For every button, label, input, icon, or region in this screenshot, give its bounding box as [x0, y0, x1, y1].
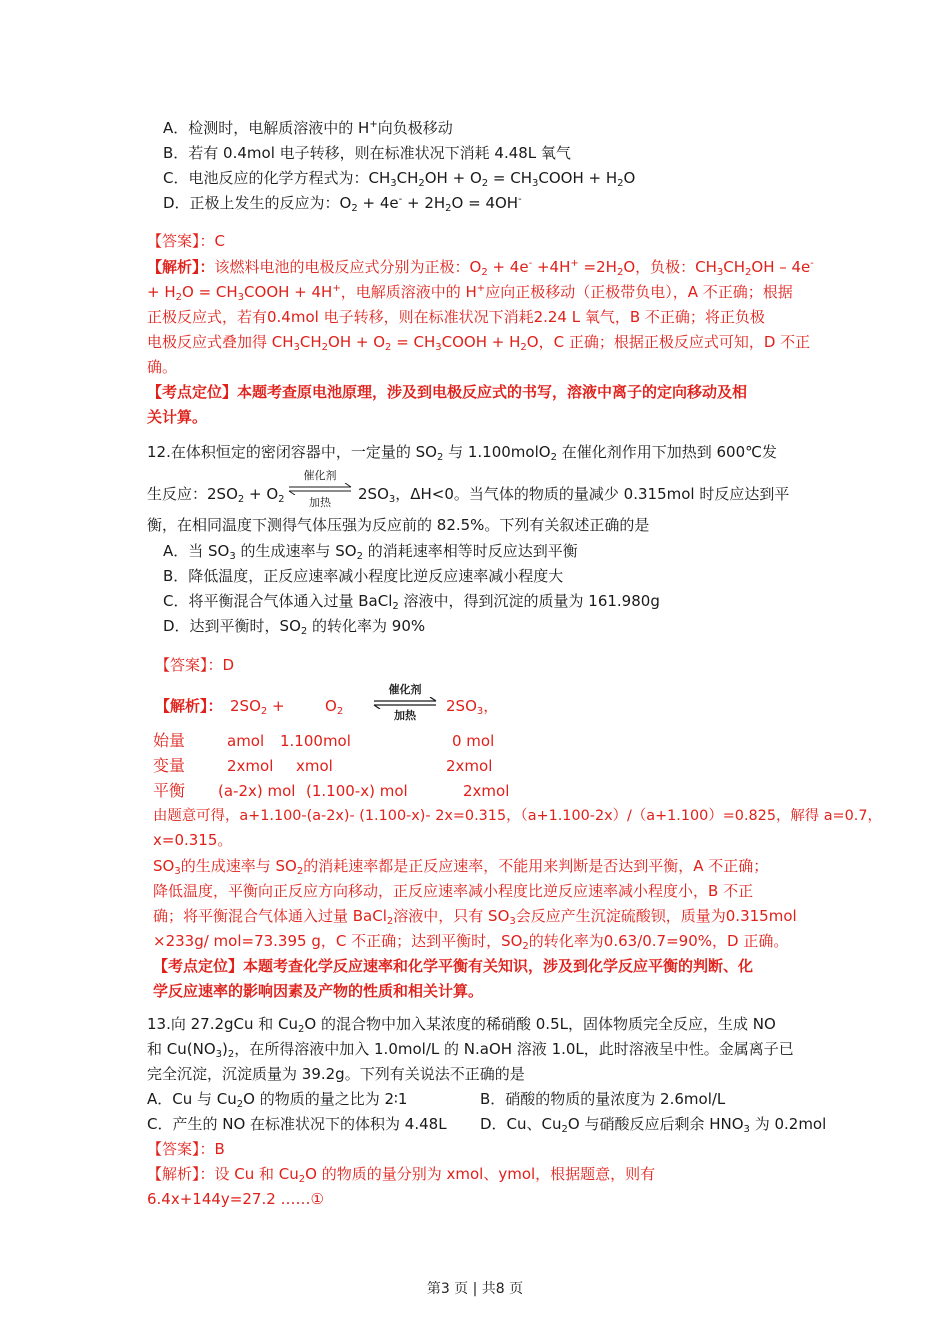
q12-kaodian-line2: 学反应速率的影响因素及产物的性质和相关计算。 — [153, 982, 484, 1000]
q12-answer: 【答案】：D — [155, 656, 235, 674]
q11-kaodian-line1: 【考点定位】本题考查原电池原理，涉及到电极反应式的书写，溶液中离子的定向移动及相 — [147, 383, 748, 401]
q11-explanation-line1: 【解析】：该燃料电池的电极反应式分别为正极：$O_2 + 4e^- +4H^+ =2H_2O$，负极：$CH_3CH_2OH - 4e^-$ — [147, 258, 814, 278]
q11-option-b: B．若有 0.4mol 电子转移，则在标准状况下消耗 4.48L 氧气 — [163, 144, 571, 162]
q12-arrow-catalyst-label: 催化剂 — [303, 469, 337, 482]
q12-arrow-heat-label: 加热 — [309, 496, 331, 509]
q12-option-c: C．将平衡混合气体通入过量 BaCl$_2$ 溶液中，得到沉淀的质量为 161.980g — [163, 592, 660, 612]
q13-option-b: B．硝酸的物质的量浓度为 2.6mol/L — [480, 1090, 726, 1108]
q12-exp-arrow-heat-label: 加热 — [394, 709, 416, 722]
row-start-so3: 0 mol — [452, 732, 495, 750]
row-change-so3: 2xmol — [446, 757, 493, 775]
q12-explanation-line3: $SO_3$的生成速率与 $SO_2$的消耗速率都是正反应速率，不能用来判断是否达到平衡，A 不正确； — [153, 857, 769, 877]
row-equilibrium-so2: (a-2x) mol — [218, 782, 296, 800]
equilibrium-arrow-icon — [372, 697, 438, 709]
q12-option-d: D．达到平衡时，$SO_2$ 的转化率为 90% — [163, 617, 426, 637]
row-change-so2: 2xmol — [227, 757, 274, 775]
q12-exp-reversible-arrow — [372, 684, 438, 724]
q12-explanation-line2: x=0.315。 — [153, 831, 233, 849]
q12-explanation-line6: ×233g/ mol=73.395 g，C 不正确；达到平衡时，$SO_2$的转化率为0.63/0.7=90%，D 正确。 — [153, 932, 789, 952]
q11-kaodian-line2: 关计算。 — [147, 408, 208, 426]
q12-exp-eq-o2: $O_2$ — [325, 697, 344, 717]
row-start-o2: 1.100mol — [280, 732, 351, 750]
q13-stem-line1: 13.向 27.2gCu 和 $Cu_2O$ 的混合物中加入某浓度的稀硝酸 0.5L，固体物质完全反应，生成 NO — [147, 1015, 776, 1035]
q11-explanation-line3: 正极反应式，若有0.4mol 电子转移，则在标准状况下消耗2.24 L 氧气，B 不正确；将正负极 — [147, 308, 765, 326]
q11-option-a: A．检测时，电解质溶液中的 H+向负极移动 — [163, 119, 453, 137]
q12-kaodian-line1: 【考点定位】本题考查化学反应速率和化学平衡有关知识，涉及到化学反应平衡的判断、化 — [153, 957, 754, 975]
q12-stem-line2a: 生反应：$2SO_2 + O_2$ — [147, 485, 285, 505]
page-footer: 第3 页 | 共8 页 — [426, 1281, 524, 1297]
q13-explanation-line2: 6.4x+144y=27.2 ……① — [147, 1190, 324, 1208]
q11-explanation-line5: 确。 — [147, 358, 178, 376]
q13-option-a: A．Cu 与 $Cu_2O$ 的物质的量之比为 2∶1 — [147, 1090, 408, 1110]
q12-explanation-line5: 确；将平衡混合气体通入过量 BaCl$_2$溶液中，只有 $SO_3$会反应产生沉淀硫酸钡，质量为0.315mol — [153, 907, 797, 927]
q13-stem-line3: 完全沉淀，沉淀质量为 39.2g。下列有关说法不正确的是 — [147, 1065, 525, 1083]
q12-reversible-arrow — [287, 470, 353, 510]
q12-stem-line3: 衡，在相同温度下测得气体压强为反应前的 82.5%。下列有关叙述正确的是 — [147, 516, 650, 534]
q13-explanation-line1: 【解析】：设 Cu 和 $Cu_2O$ 的物质的量分别为 xmol、ymol，根据题意，则有 — [147, 1165, 656, 1185]
row-start-label: 始量 — [153, 731, 186, 750]
q13-stem-line2: 和 $Cu(NO_3)_2$，在所得溶液中加入 1.0mol/L 的 N.aOH 溶液 1.0L，此时溶液呈中性。金属离子已 — [147, 1040, 794, 1060]
q12-exp-eq-left: $2SO_2$ + — [230, 697, 285, 717]
row-equilibrium-label: 平衡 — [153, 781, 186, 800]
q12-stem-line1: 12.在体积恒定的密闭容器中，一定量的 $SO_2$ 与 1.100molO$_2$ 在催化剂作用下加热到 600℃发 — [147, 443, 777, 463]
row-change-o2: xmol — [296, 757, 333, 775]
q13-option-d: D．Cu、$Cu_2O$ 与硝酸反应后剩余 $HNO_3$ 为 0.2mol — [480, 1115, 827, 1135]
q11-option-c: C．电池反应的化学方程式为：$CH_3CH_2OH + O_2$ = $CH_3COOH + H_2O$ — [163, 169, 636, 189]
row-change-label: 变量 — [153, 756, 186, 775]
q12-explanation-line1: 由题意可得，a+1.100-(a-2x)- (1.100-x)- 2x=0.315，（a+1.100-2x）/（a+1.100）=0.825，解得 a=0.7， — [153, 808, 882, 824]
equilibrium-arrow-icon — [287, 483, 353, 495]
q11-explanation-line2: + $H_2O$ = $CH_3COOH + 4H^+$，电解质溶液中的 H+应向正极移动（正极带负电），A 不正确；根据 — [147, 283, 793, 303]
q12-exp-eq-right: $2SO_3$， — [446, 697, 499, 717]
q12-option-a: A．当 $SO_3$ 的生成速率与 $SO_2$ 的消耗速率相等时反应达到平衡 — [163, 542, 578, 562]
q13-answer: 【答案】：B — [147, 1140, 225, 1158]
row-equilibrium-o2: (1.100-x) mol — [306, 782, 408, 800]
row-equilibrium-so3: 2xmol — [463, 782, 510, 800]
q12-explanation-head: 【解析】： — [155, 697, 223, 715]
q11-explanation-line4: 电极反应式叠加得 $CH_3CH_2OH + O_2$ = $CH_3COOH + H_2O$，C 正确；根据正极反应式可知，D 不正 — [147, 333, 811, 353]
q11-answer: 【答案】：C — [147, 232, 225, 250]
q12-stem-line2b: $2SO_3$，ΔH<0。当气体的物质的量减少 0.315mol 时反应达到平 — [358, 485, 790, 505]
q13-option-c: C．产生的 NO 在标准状况下的体积为 4.48L — [147, 1115, 447, 1133]
row-start-so2: amol — [227, 732, 265, 750]
q12-explanation-line4: 降低温度，平衡向正反应方向移动，正反应速率减小程度比逆反应速率减小程度小，B 不正 — [153, 882, 754, 900]
q12-exp-arrow-catalyst-label: 催化剂 — [388, 683, 422, 696]
q11-option-d: D．正极上发生的反应为：$O_2 + 4e^- + 2H_2O = 4OH^-$ — [163, 194, 522, 214]
q12-option-b: B．降低温度，正反应速率减小程度比逆反应速率减小程度大 — [163, 567, 564, 585]
